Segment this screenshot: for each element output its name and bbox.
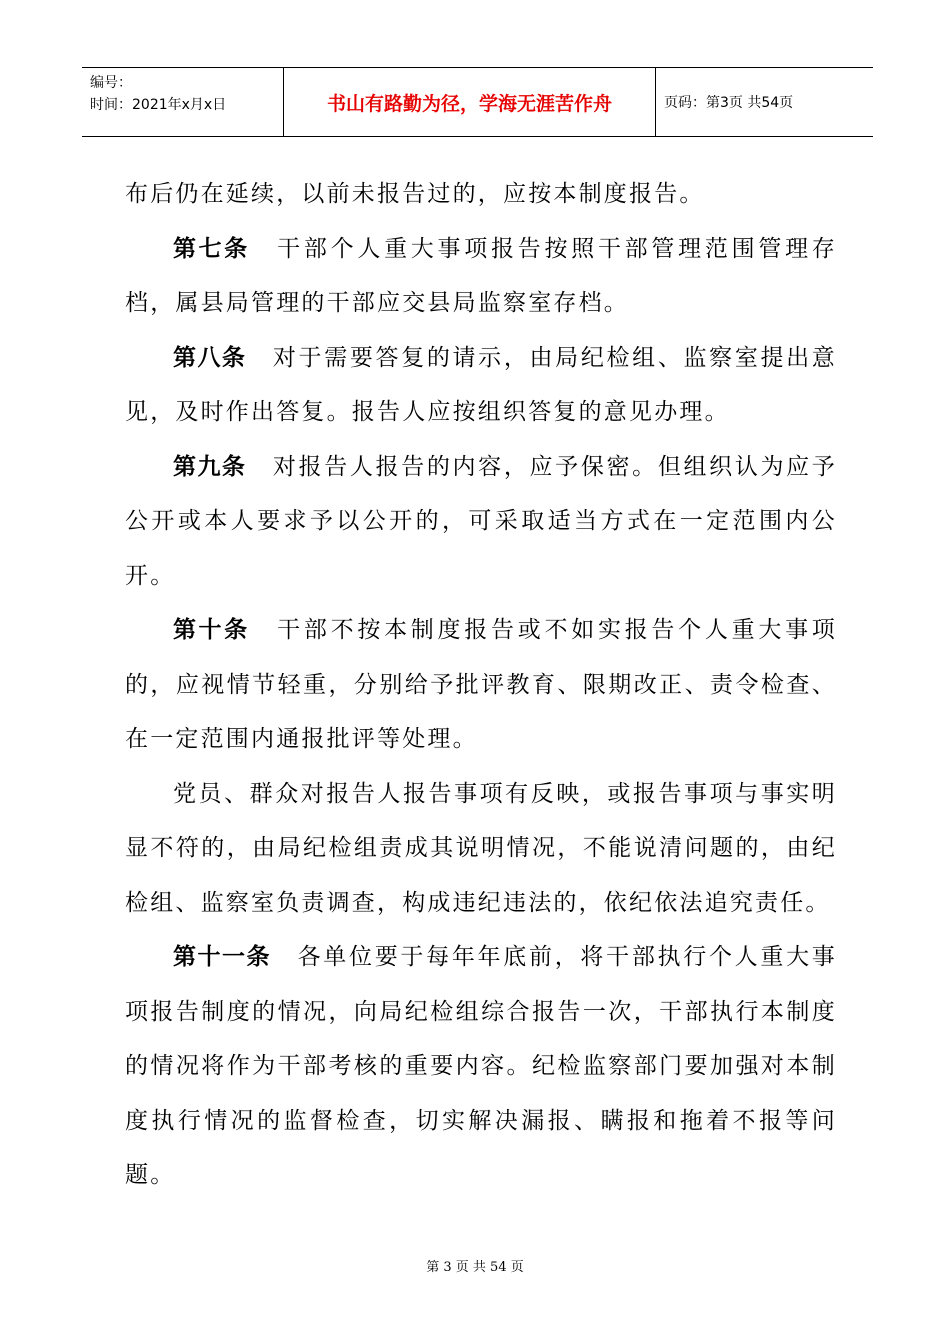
paragraph-text: 干部个人重大事项报告按照干部管理范围管理存档，属县局管理的干部应交县局监察室存档。 bbox=[125, 235, 838, 316]
body-paragraph bbox=[125, 930, 837, 1203]
paragraph-text: 各单位要于每年年底前，将干部执行个人重大事项报告制度的情况，向局纪检组综合报告一次，干部执行本制度的情况将作为干部考核的重要内容。纪检监察部门要加强对本制度执行情况的监督检查，切实解决漏报、瞒报和拖着不报等问题。 bbox=[125, 944, 838, 1188]
body-paragraph bbox=[125, 603, 837, 767]
header-meta-cell bbox=[82, 68, 284, 136]
paragraph-text: 对于需要答复的请示，由局纪检组、监察室提出意见，及时作出答复。报告人应按组织答复的意见办理。 bbox=[125, 344, 838, 425]
article-number: 第七条 bbox=[173, 235, 250, 262]
page-footer: 第 3 页 共 54 页 bbox=[426, 1260, 524, 1275]
paragraph-text: 干部不按本制度报告或不如实报告个人重大事项的，应视情节轻重，分别给予批评教育、限期改正、责令检查、在一定范围内通报批评等处理。 bbox=[125, 617, 838, 752]
article-number: 第十一条 bbox=[173, 944, 272, 970]
header-motto: 书山有路勤为径，学海无涯苦作舟 bbox=[284, 68, 656, 136]
document-body bbox=[125, 167, 837, 1203]
body-paragraph bbox=[125, 440, 837, 604]
paragraph-text: 党员、群众对报告人报告事项有反映，或报告事项与事实明显不符的，由局纪检组责成其说明情况，不能说清问题的，由纪检组、监察室负责调查，构成违纪违法的，依纪依法追究责任。 bbox=[125, 780, 837, 916]
body-paragraph bbox=[125, 331, 837, 440]
body-paragraph bbox=[125, 167, 837, 222]
body-paragraph bbox=[125, 767, 837, 931]
paragraph-text: 布后仍在延续，以前未报告过的，应按本制度报告。 bbox=[125, 181, 705, 207]
header-page-info: 页码：第3页 共54页 bbox=[664, 95, 794, 111]
document-time-label: 时间：2021年x月x日 bbox=[90, 97, 227, 113]
article-number: 第十条 bbox=[173, 617, 250, 643]
body-paragraph bbox=[125, 222, 837, 331]
article-number: 第八条 bbox=[173, 344, 247, 371]
document-number-label: 编号： bbox=[90, 75, 132, 91]
paragraph-text: 对报告人报告的内容，应予保密。但组织认为应予公开或本人要求予以公开的，可采取适当方式在一定范围内公开。 bbox=[125, 453, 838, 589]
document-header bbox=[82, 67, 873, 137]
article-number: 第九条 bbox=[173, 453, 247, 480]
